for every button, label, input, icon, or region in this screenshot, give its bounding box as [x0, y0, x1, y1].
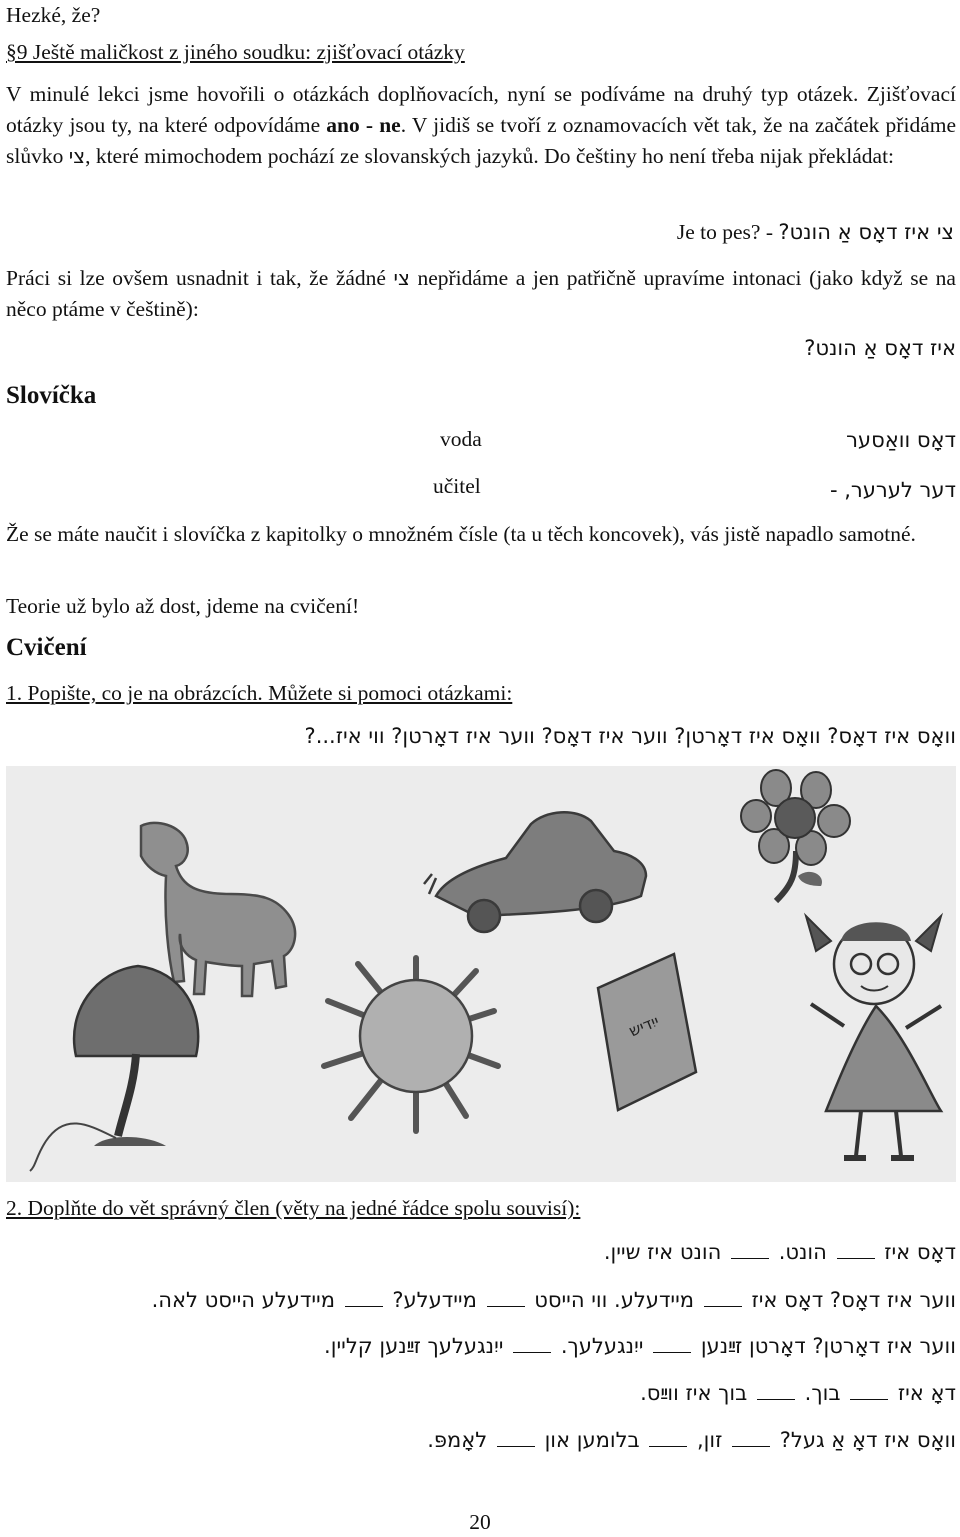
- exercise-2-line-2: ווער איז דאָס? דאָס איז מיידעלע. ווי הייסט מיידעלע? מיידעלע הייסט לאה.: [151, 1288, 956, 1312]
- example-1-czech: Je to pes? -: [676, 220, 779, 244]
- blank-input[interactable]: [732, 1430, 770, 1447]
- exercises-heading: Cvičení: [6, 634, 87, 661]
- blank-input[interactable]: [757, 1383, 795, 1400]
- flower-drawing: [741, 770, 850, 901]
- page-number: 20: [469, 1510, 491, 1534]
- paragraph-4: Teorie už bylo až dost, jdeme na cvičení!: [6, 594, 360, 618]
- hebrew-word-tsi-2: צי: [393, 266, 410, 290]
- dog-drawing: [141, 823, 295, 996]
- example-2-yiddish: איז דאָס אַ הונט?: [804, 336, 956, 360]
- blank-input[interactable]: [649, 1430, 687, 1447]
- blank-input[interactable]: [850, 1383, 888, 1400]
- sun-drawing: [324, 958, 498, 1131]
- drawings-svg: [6, 766, 956, 1182]
- girl-drawing: [806, 916, 941, 1158]
- blank-input[interactable]: [497, 1430, 535, 1447]
- exercise-2-line-1: דאָס איז הונט. הונט איז שיין.: [603, 1240, 956, 1264]
- blank-input[interactable]: [704, 1290, 742, 1307]
- blank-input[interactable]: [837, 1242, 875, 1259]
- vocab-yiddish-voda: דאָס וואַסער: [846, 428, 956, 452]
- blank-input[interactable]: [731, 1242, 769, 1259]
- bold-ano-ne: ano - ne: [326, 113, 401, 137]
- book-label: ייִדיש: [626, 1011, 662, 1041]
- drawings-image: [6, 766, 956, 1182]
- vocab-yiddish-ucitel: דער לערער, -: [830, 478, 956, 502]
- exercise-2-line-3: ווער איז דאָרטן? דאָרטן זײַנען ייִנגעלעך. ייִנגעלעך זײַנען קליין.: [324, 1334, 956, 1358]
- blank-input[interactable]: [653, 1336, 691, 1353]
- paragraph-1: V minulé lekci jsme hovořili o otázkách doplňovacích, nyní se podíváme na druhý typ otázek. Zjišťovací otázky jsou ty, na které odpovídáme ano - ne. V jidiš se tvoří z oznamovacích vět tak, že na začátek přidáme slůvko צי, které mimochodem pochází ze slovanských jazyků. Do češtiny ho není třeba nijak překládat:: [6, 82, 957, 168]
- book-drawing: [598, 954, 696, 1110]
- lamp-drawing: [30, 966, 198, 1171]
- paragraph-3: Že se máte naučit i slovíčka z kapitolky o množném čísle (ta u těch koncovek), vás jistě napadlo samotné.: [6, 522, 916, 546]
- exercise-1-title: 1. Popište, co je na obrázcích. Můžete si pomoci otázkami:: [6, 681, 513, 705]
- exercise-1-questions: וואָס איז דאָס? וואָס איז דאָרטן? ווער איז דאָס? ווער איז דאָרטן? ווי איז...?: [304, 724, 956, 748]
- vocab-heading: Slovíčka: [6, 382, 97, 409]
- vocab-czech-voda: voda: [440, 427, 482, 451]
- blank-input[interactable]: [345, 1290, 383, 1307]
- section-title: §9 Ještě maličkost z jiného soudku: zjišťovací otázky: [6, 40, 465, 64]
- example-1-yiddish: צי איז דאָס אַ הונט?: [778, 220, 954, 244]
- exercise-2-line-4: דאָ איז בוך. בוך איז ווײַס.: [640, 1381, 956, 1405]
- car-drawing: [424, 812, 646, 932]
- hebrew-word-tsi: צי: [68, 144, 86, 168]
- exercise-2-line-5: וואָס איז דאָ אַ געל? זון, בלומען און לאָמפּ.: [427, 1428, 956, 1452]
- example-1: [677, 215, 954, 249]
- exercise-2-title: 2. Doplňte do vět správný člen (věty na jedné řádce spolu souvisí):: [6, 1196, 581, 1220]
- paragraph-2: Práci si lze ovšem usnadnit i tak, že žádné צי nepřidáme a jen patřičně upravíme intonaci (jako když se na něco ptáme v češtině):: [6, 266, 956, 321]
- blank-input[interactable]: [513, 1336, 551, 1353]
- vocab-czech-ucitel: učitel: [433, 474, 481, 498]
- blank-input[interactable]: [487, 1290, 525, 1307]
- intro-line: Hezké, že?: [6, 3, 101, 27]
